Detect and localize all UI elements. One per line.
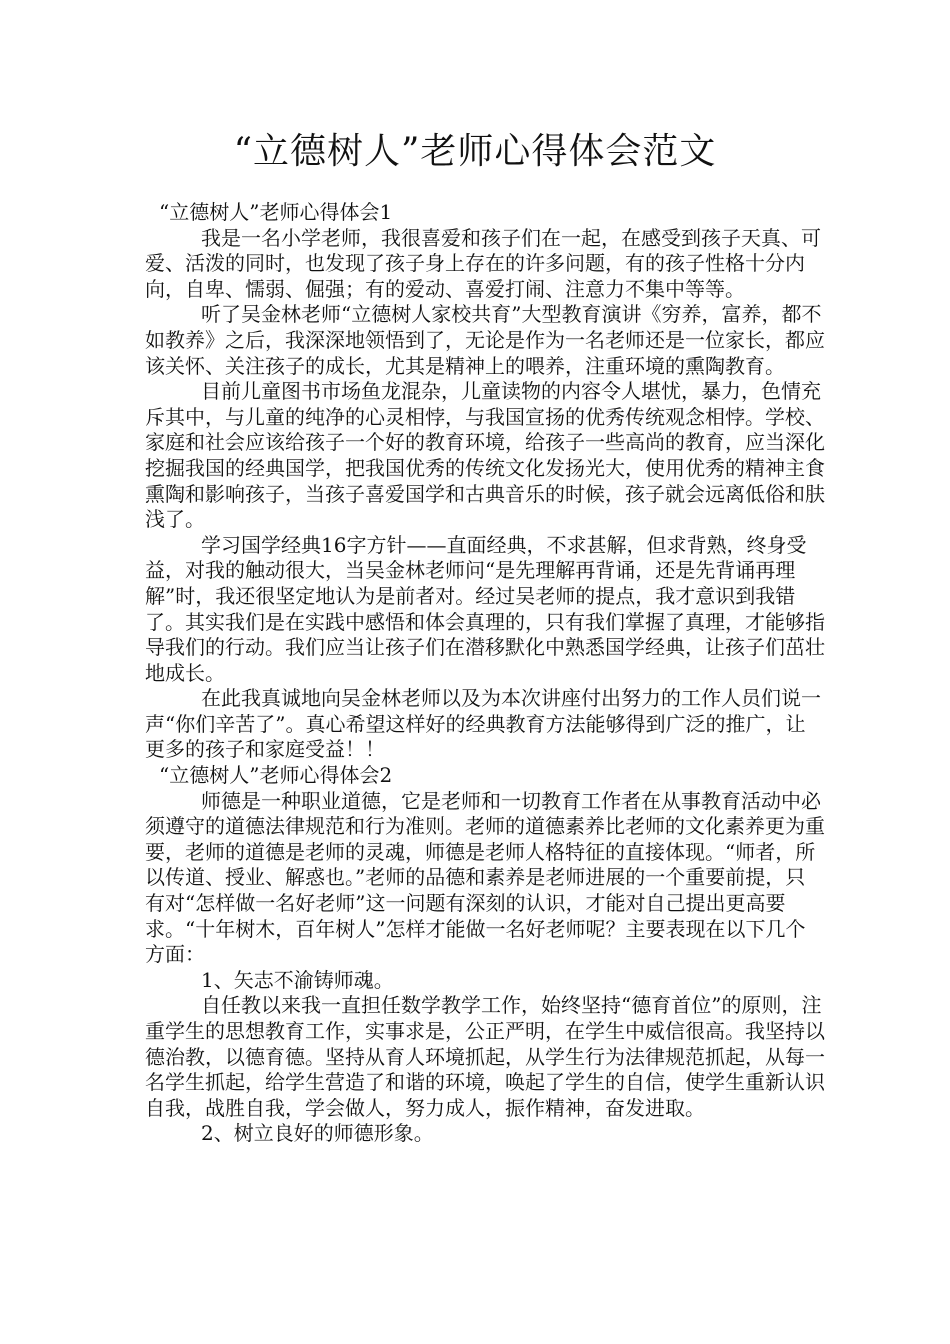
section-heading-2: “立德树人”老师心得体会2 — [159, 763, 393, 788]
paragraph: 在此我真诚地向吴金林老师以及为本次讲座付出努力的工作人员们说一声“你们辛苦了”。真心希望这样好的经典教育方法能够得到广泛的推广，让更多的孩子和家庭受益！！ — [145, 686, 821, 762]
paragraph: 自任教以来我一直担任数学教学工作，始终坚持“德育首位”的原则，注重学生的思想教育工作，实事求是，公正严明，在学生中威信很高。我坚持以德治教，以德育德。坚持从育人环境抓起，从学生行为法律规范抓起，从每一名学生抓起，给学生营造了和谐的环境，唤起了学生的自信，使学生重新认识自我，战胜自我，学会做人，努力成人，振作精神，奋发进取。 — [145, 993, 825, 1120]
list-item-heading: 2、树立良好的师德形象。 — [201, 1121, 434, 1146]
list-item-heading: 1、矢志不渝铸师魂。 — [201, 967, 394, 992]
section-heading-1: “立德树人”老师心得体会1 — [159, 200, 393, 224]
paragraph: 我是一名小学老师，我很喜爱和孩子们在一起，在感受到孩子天真、可爱、活泼的同时，也发现了孩子身上存在的许多问题，有的孩子性格十分内向，自卑、懦弱、倔强；有的爱动、喜爱打闹、注意力不集中等等。 — [145, 225, 821, 301]
paragraph: 目前儿童图书市场鱼龙混杂，儿童读物的内容令人堪忧，暴力，色情充斥其中，与儿童的纯净的心灵相悖，与我国宣扬的优秀传统观念相悖。学校、家庭和社会应该给孩子一个好的教育环境，给孩子一些高尚的教育，应当深化挖掘我国的经典国学，把我国优秀的传统文化发扬光大，使用优秀的精神主食熏陶和影响孩子，当孩子喜爱国学和古典音乐的时候，孩子就会远离低俗和肤浅了。 — [145, 379, 825, 532]
paragraph: 师德是一种职业道德，它是老师和一切教育工作者在从事教育活动中必须遵守的道德法律规范和行为准则。老师的道德素养比老师的文化素养更为重要，老师的道德是老师的灵魂，师德是老师人格特征的直接体现。“师者，所以传道、授业、解惑也。”老师的品德和素养是老师进展的一个重要前提，只有对“怎样做一名好老师”这一问题有深刻的认识，才能对自己提出更高要求。“十年树木，百年树人”怎样才能做一名好老师呢？主要表现在以下几个方面： — [145, 788, 825, 967]
paragraph: 听了吴金林老师“立德树人家校共育”大型教育演讲《穷养，富养，都不如教养》之后，我深深地领悟到了，无论是作为一名老师还是一位家长，都应该关怀、关注孩子的成长，尤其是精神上的喂养，注重环境的熏陶教育。 — [145, 302, 825, 378]
paragraph: 学习国学经典16字方针——直面经典，不求甚解，但求背熟，终身受益，对我的触动很大，当吴金林老师问“是先理解再背诵，还是先背诵再理解”时，我还很坚定地认为是前者对。经过吴老师的提点，我才意识到我错了。其实我们是在实践中感悟和体会真理的，只有我们掌握了真理，才能够指导我们的行动。我们应当让孩子们在潜移默化中熟悉国学经典，让孩子们茁壮地成长。 — [145, 532, 825, 685]
document-body — [145, 200, 825, 1147]
document-title: “立德树人”老师心得体会范文 — [233, 131, 717, 172]
